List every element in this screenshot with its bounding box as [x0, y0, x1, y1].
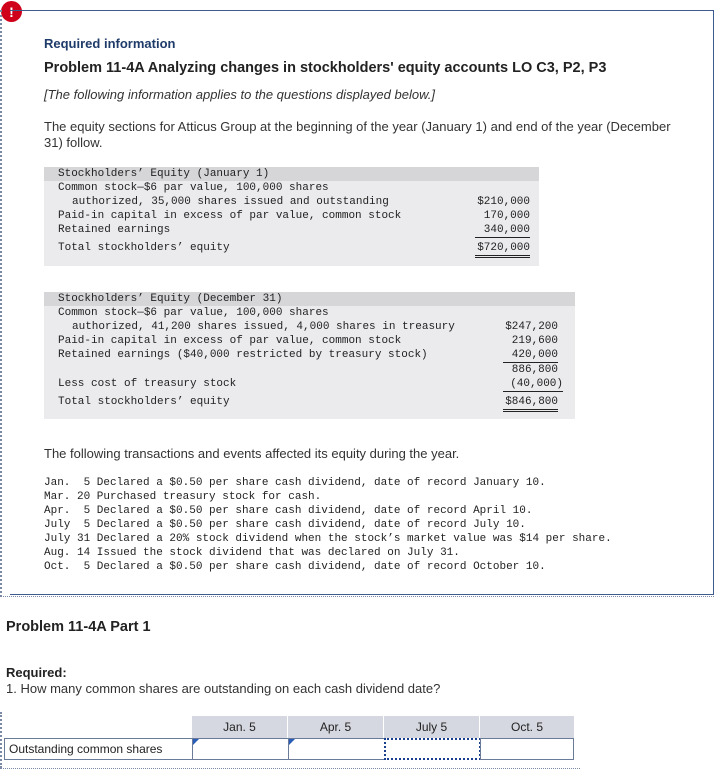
header-jan-5: Jan. 5 — [192, 716, 288, 738]
december-title: Stockholders’ Equity (December 31) — [58, 293, 283, 305]
input-marker-icon — [289, 739, 295, 745]
answer-table-left-border — [0, 712, 2, 768]
input-apr-5[interactable] — [288, 738, 385, 760]
december-value-3: 219,600 — [511, 335, 558, 347]
december-line-2: authorized, 41,200 shares issued, 4,000 shares in treasury — [72, 321, 455, 333]
transaction-item: Apr. 5 Declared a $0.50 per share cash dividend, date of record April 10. — [44, 505, 533, 517]
input-july-5[interactable] — [384, 738, 481, 760]
alert-icon: ! — [1, 1, 22, 22]
january-line-3: Paid-in capital in excess of par value, common stock — [58, 210, 402, 222]
intro-text: The equity sections for Atticus Group at the beginning of the year (January 1) and end of the year (December 31) follow. — [44, 119, 671, 150]
december-line-4: Retained earnings ($40,000 restricted by treasury stock) — [58, 349, 428, 361]
required-label: Required: — [6, 665, 67, 680]
january-total-label: Total stockholders’ equity — [58, 242, 230, 254]
january-value-4: 340,000 — [475, 223, 530, 238]
part-title: Problem 11-4A Part 1 — [6, 619, 151, 635]
transactions-intro: The following transactions and events affected its equity during the year. — [44, 446, 460, 461]
info-box-left-border — [0, 10, 2, 597]
january-value-2: $210,000 — [477, 196, 530, 208]
december-value-2: $247,200 — [505, 321, 558, 333]
december-treasury-label: Less cost of treasury stock — [58, 378, 237, 390]
december-total-label: Total stockholders’ equity — [58, 396, 230, 408]
header-oct-5: Oct. 5 — [480, 716, 574, 738]
corner-cell — [4, 716, 192, 738]
applies-note: [The following information applies to the questions displayed below.] — [44, 87, 435, 102]
january-value-3: 170,000 — [483, 210, 530, 222]
header-apr-5: Apr. 5 — [288, 716, 384, 738]
december-subtotal: 886,800 — [511, 364, 558, 376]
january-title: Stockholders’ Equity (January 1) — [58, 168, 270, 180]
question-text: 1. How many common shares are outstanding on each cash dividend date? — [6, 681, 441, 696]
input-jan-5[interactable] — [192, 738, 289, 760]
december-treasury-value: (40,000) — [503, 377, 563, 392]
answer-table-bottom-border — [0, 768, 580, 769]
december-value-4: 420,000 — [503, 348, 558, 363]
december-total-value: $846,800 — [503, 395, 558, 412]
december-line-3: Paid-in capital in excess of par value, common stock — [58, 335, 402, 347]
answer-table — [4, 716, 574, 760]
input-oct-5[interactable] — [480, 738, 574, 760]
problem-title: Problem 11-4A Analyzing changes in stockholders' equity accounts LO C3, P2, P3 — [44, 60, 607, 76]
january-line-4: Retained earnings — [58, 224, 171, 236]
input-marker-icon — [193, 739, 199, 745]
december-line-1: Common stock—$6 par value, 100,000 shares — [58, 307, 329, 319]
transaction-item: July 31 Declared a 20% stock dividend when the stock’s market value was $14 per share. — [44, 533, 612, 545]
transaction-item: Aug. 14 Issued the stock dividend that was declared on July 31. — [44, 547, 460, 559]
january-total-value: $720,000 — [475, 241, 530, 258]
row-label-outstanding-shares: Outstanding common shares — [4, 738, 193, 760]
header-july-5: July 5 — [384, 716, 480, 738]
transaction-item: Oct. 5 Declared a $0.50 per share cash dividend, date of record October 10. — [44, 561, 546, 573]
transaction-item: Mar. 20 Purchased treasury stock for cash. — [44, 491, 322, 503]
info-box-bottom-border — [0, 596, 714, 597]
required-information-heading: Required information — [44, 36, 176, 51]
transaction-item: Jan. 5 Declared a $0.50 per share cash dividend, date of record January 10. — [44, 477, 546, 489]
transaction-item: July 5 Declared a $0.50 per share cash dividend, date of record July 10. — [44, 519, 526, 531]
january-line-2: authorized, 35,000 shares issued and outstanding — [72, 196, 389, 208]
january-line-1: Common stock—$6 par value, 100,000 shares — [58, 182, 329, 194]
